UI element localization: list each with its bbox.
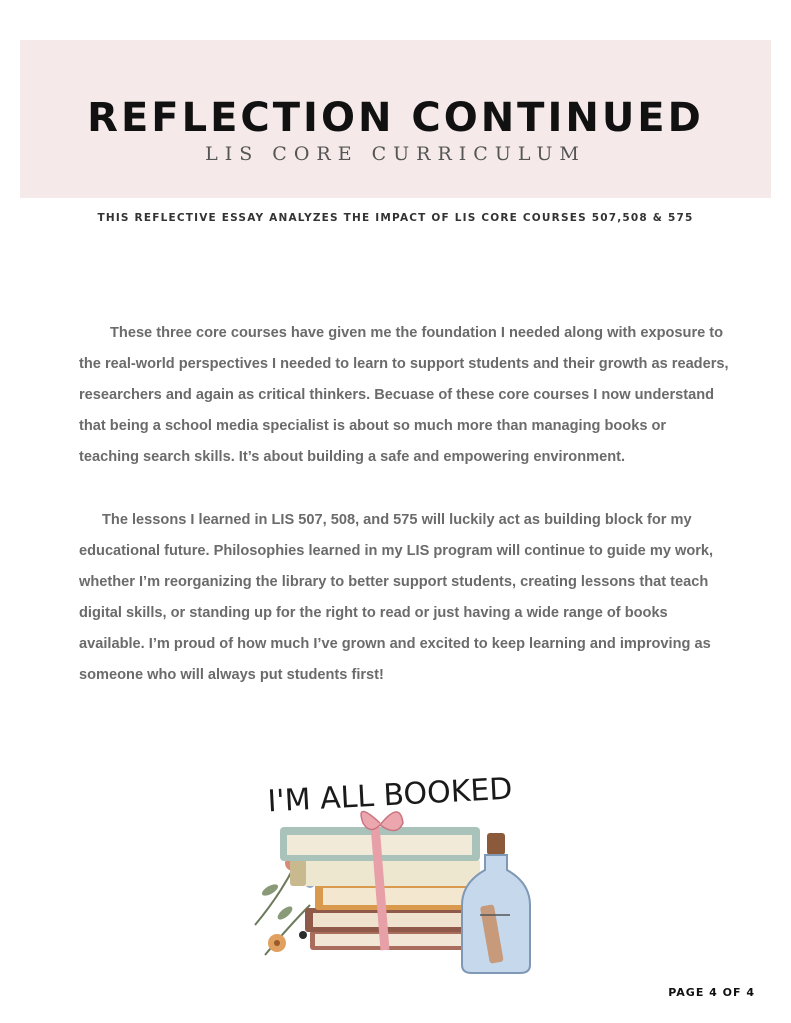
paragraph-1: These three core courses have given me the foundation I needed along with exposure to the real-world perspectives I needed to learn to support students and their growth as readers, researchers and again as critical thinkers. Becuase of these core courses I now understand that being a school media specialist is about so much more than managing books or teaching search skills. It’s about building a safe and empowering environment. — [79, 325, 729, 465]
page-title: REFLECTION CONTINUED — [87, 95, 704, 141]
tagline: THIS REFLECTIVE ESSAY ANALYZES THE IMPACT OF LIS CORE COURSES 507,508 & 575 — [97, 212, 694, 224]
page-subtitle: LIS CORE CURRICULUM — [205, 143, 586, 165]
page-number: PAGE 4 OF 4 — [668, 986, 755, 999]
illustration-caption: I'M ALL BOOKED — [266, 771, 514, 820]
paragraph-2: The lessons I learned in LIS 507, 508, and 575 will luckily act as building block for my educational future. Philosophies learned in my LIS program will continue to guide my work, whether I’m reorganizing the library to better support students, creating lessons that teach digital skills, or standing up for the right to read or just having a wide range of books available. I’m proud of how much I’ve grown and excited to keep learning and improving as someone who will always put students first! — [79, 512, 714, 683]
book-stack-icon — [280, 812, 480, 951]
book-stack-illustration — [235, 765, 545, 975]
